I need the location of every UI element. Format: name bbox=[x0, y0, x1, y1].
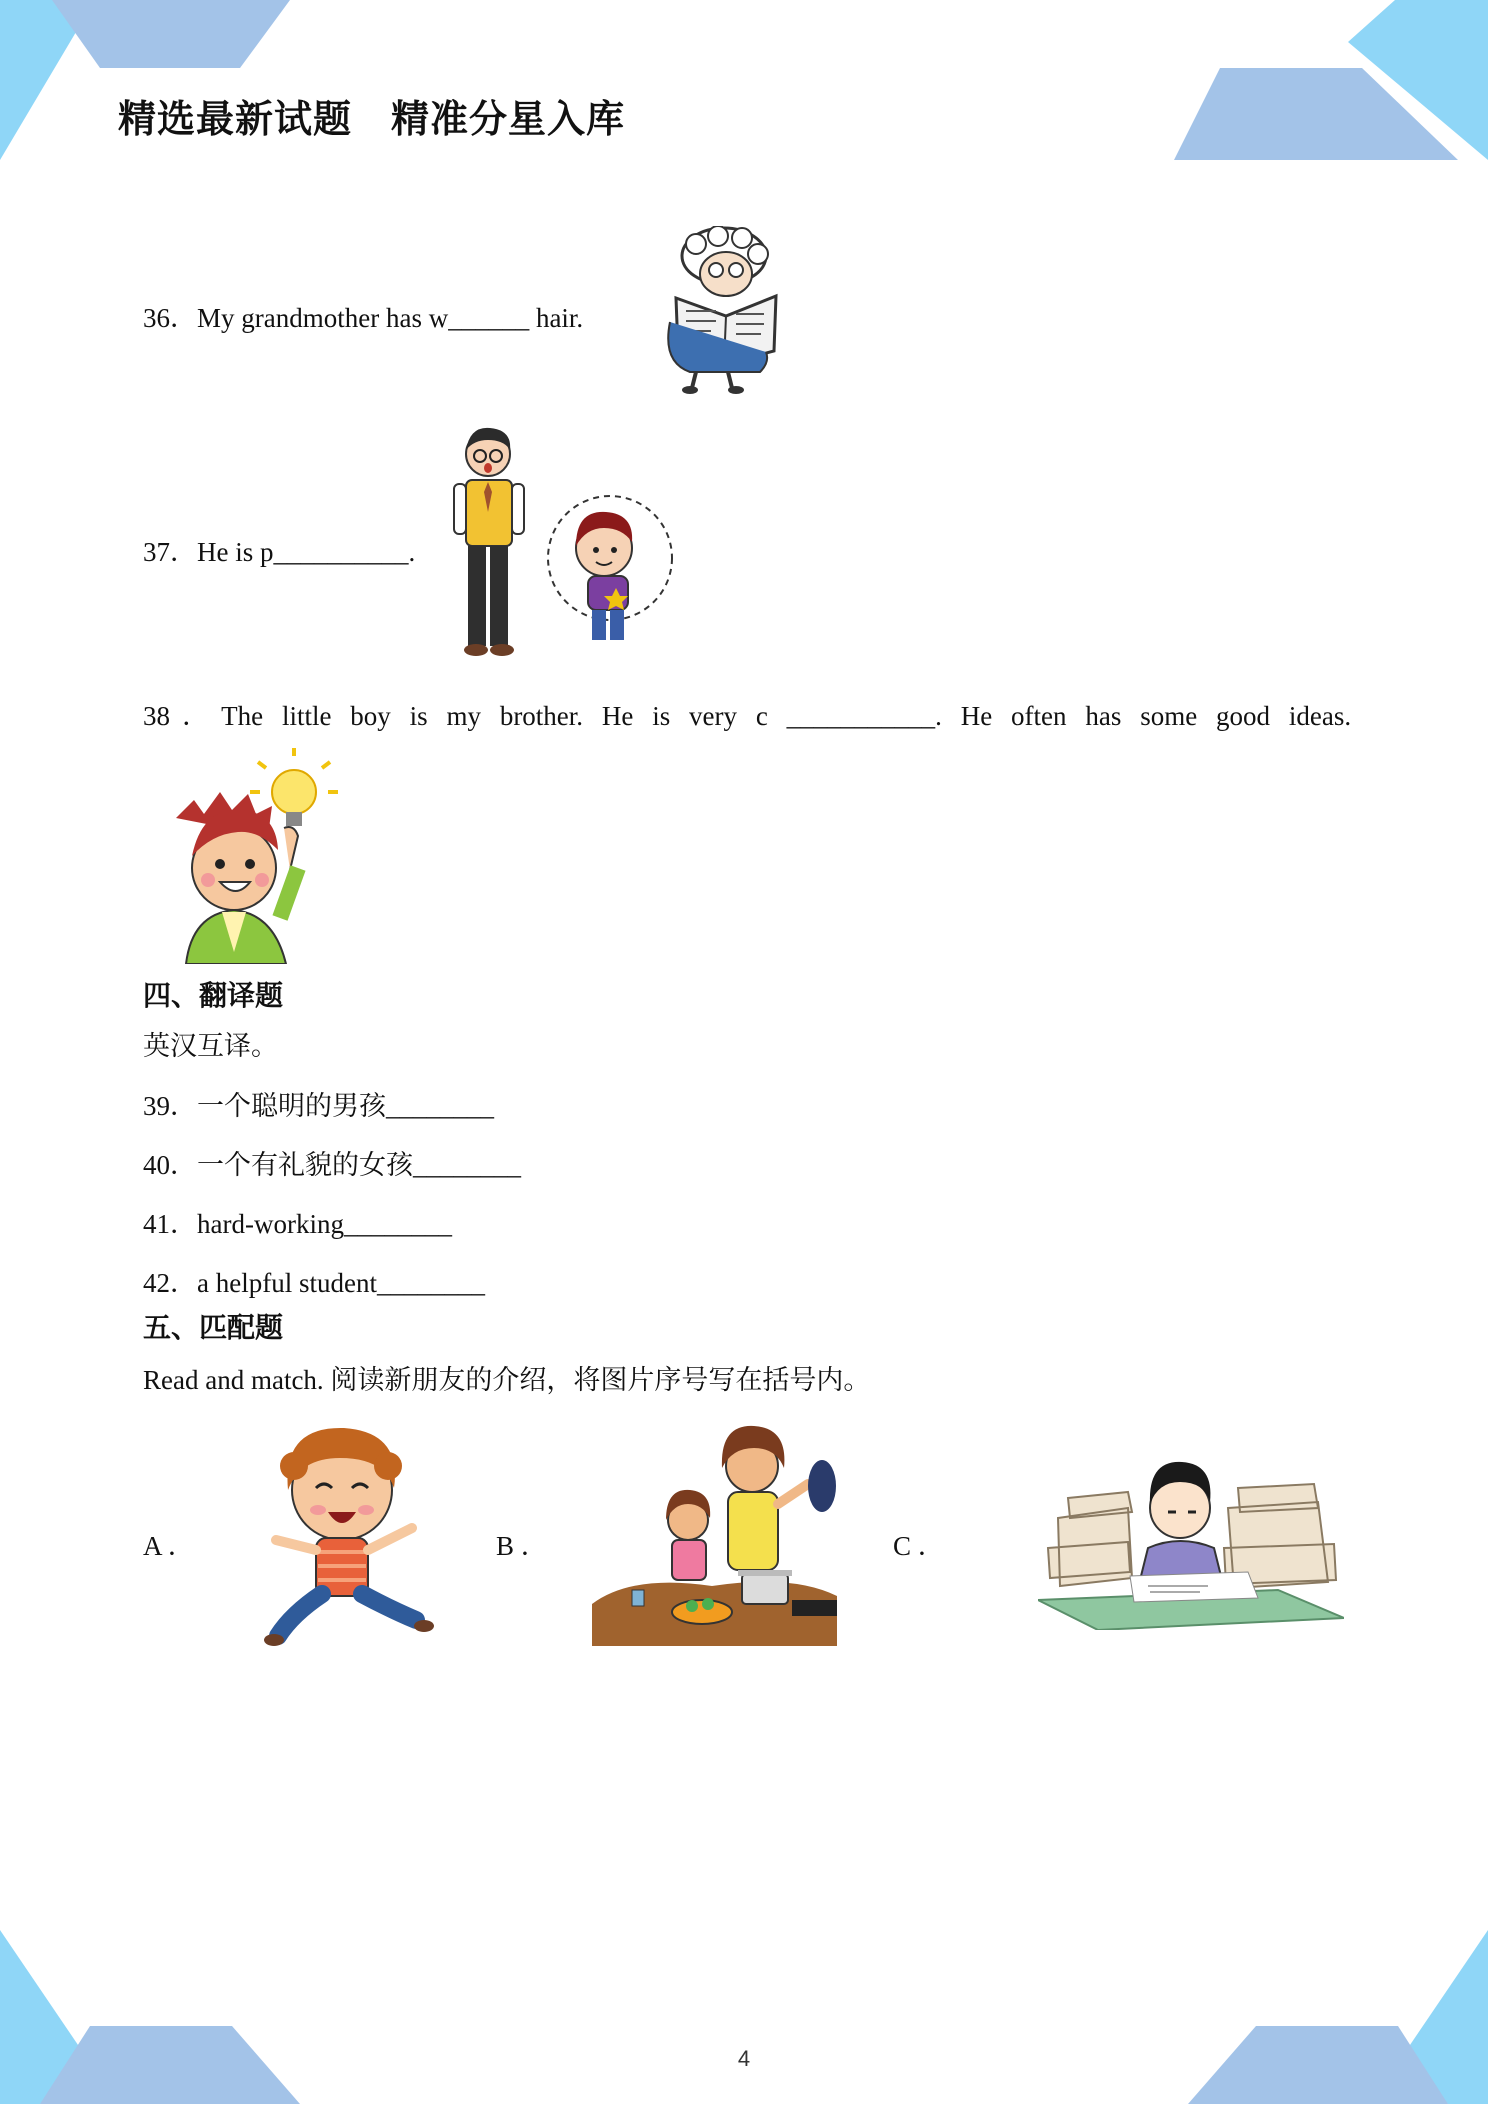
corner-decoration-top-right bbox=[1160, 0, 1488, 170]
question-41: 41．hard-working________ bbox=[143, 1209, 452, 1239]
jumping-boy-illustration bbox=[258, 1426, 438, 1652]
section-4-heading: 四、翻译题 bbox=[143, 979, 284, 1012]
question-40: 40．一个有礼貌的女孩________ bbox=[143, 1150, 521, 1180]
boy-with-idea-illustration bbox=[176, 748, 346, 964]
question-36: 36．My grandmother has w______ hair. bbox=[143, 303, 584, 333]
header-title: 精选最新试题 精准分星入库 bbox=[118, 97, 626, 141]
question-38: 38．The little boy is my brother. He is very c ___________. He often has some good ideas. bbox=[143, 701, 1352, 731]
corner-decoration-top-left bbox=[0, 0, 300, 170]
page-number: 4 bbox=[737, 2046, 751, 2071]
student-with-papers-illustration bbox=[1038, 1448, 1344, 1630]
section-5-instruction: Read and match. 阅读新朋友的介绍，将图片序号写在括号内。 bbox=[143, 1365, 871, 1395]
question-37: 37．He is p__________. bbox=[143, 537, 416, 567]
match-label-c: C ． bbox=[893, 1531, 945, 1561]
mother-and-daughter-cooking-illustration bbox=[592, 1424, 837, 1648]
section-4-instruction: 英汉互译。 bbox=[143, 1031, 278, 1061]
man-and-boy-illustration bbox=[440, 424, 680, 664]
question-39: 39．一个聪明的男孩________ bbox=[143, 1091, 494, 1121]
section-5-heading: 五、匹配题 bbox=[143, 1311, 284, 1344]
match-label-a: A ． bbox=[143, 1531, 195, 1561]
grandmother-reading-illustration bbox=[656, 226, 792, 396]
question-42: 42．a helpful student________ bbox=[143, 1268, 485, 1298]
corner-decoration-bottom-right bbox=[1168, 1930, 1488, 2104]
match-label-b: B ． bbox=[496, 1531, 548, 1561]
corner-decoration-bottom-left bbox=[0, 1930, 320, 2104]
